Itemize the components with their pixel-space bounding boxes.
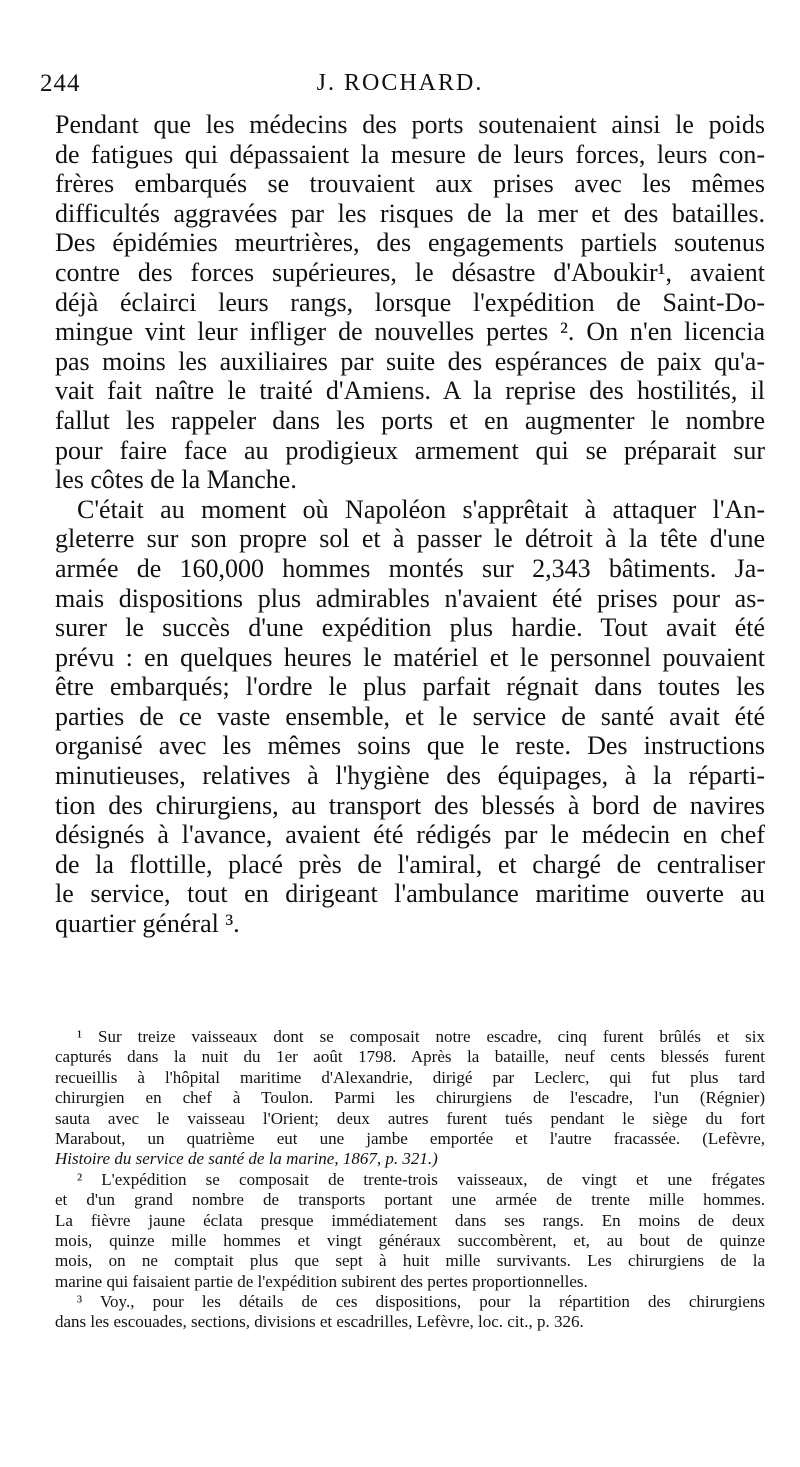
page-header (0, 70, 800, 110)
running-head: J. ROCHARD. (316, 70, 484, 96)
footnote-line: chirurgien en chef à Toulon. Parmi les chirurgiens de l'escadre, l'un (Régnier) (55, 1088, 765, 1108)
text-line: pour faire face au prodigieux armement qui se préparait sur (55, 435, 765, 465)
text-line: de la flottille, placé près de l'amiral, et chargé de centraliser (55, 849, 765, 879)
text-line: déjà éclairci leurs rangs, lorsque l'expédition de Saint-Do- (55, 287, 765, 317)
text-line: pas moins les auxiliaires par suite des espérances de paix qu'a- (55, 346, 765, 376)
footnotes (55, 1027, 765, 1333)
footnote-line: ³ Voy., pour les détails de ces dispositions, pour la répartition des chirurgiens (77, 1292, 765, 1312)
text-line: Des épidémies meurtrières, des engagements partiels soutenus (55, 228, 765, 258)
text-line: fallut les rappeler dans les ports et en augmenter le nombre (55, 405, 765, 435)
text-line: difficultés aggravées par les risques de la mer et des batailles. (55, 198, 765, 228)
text-line: surer le succès d'une expédition plus hardie. Tout avait été (55, 613, 765, 643)
text-line: prévu : en quelques heures le matériel et le personnel pouvaient (55, 642, 765, 672)
text-line: minutieuses, relatives à l'hygiène des équipages, à la réparti- (55, 761, 765, 791)
text-line: armée de 160,000 hommes montés sur 2,343 bâtiments. Ja- (55, 553, 765, 583)
footnote-line: et d'un grand nombre de transports portant une armée de trente mille hommes. (55, 1190, 765, 1210)
footnote-line: sauta avec le vaisseau l'Orient; deux autres furent tués pendant le siège du fort (55, 1108, 765, 1128)
text-line: parties de ce vaste ensemble, et le service de santé avait été (55, 701, 765, 731)
text-line: gleterre sur son propre sol et à passer le détroit à la tête d'une (55, 524, 765, 554)
text-line: mais dispositions plus admirables n'avaient été prises pour as- (55, 583, 765, 613)
footnote-line: La fièvre jaune éclata presque immédiatement dans ses rangs. En moins de deux (55, 1210, 765, 1230)
text-line: C'était au moment où Napoléon s'apprêtait à attaquer l'An- (77, 494, 765, 524)
text-line: être embarqués; l'ordre le plus parfait régnait dans toutes les (55, 672, 765, 702)
text-line: mingue vint leur infliger de nouvelles pertes ². On n'en licencia (55, 317, 765, 347)
text-line: quartier général ³. (55, 909, 240, 939)
footnote-line: Histoire du service de santé de la marine, 1867, p. 321.) (55, 1149, 438, 1169)
text-line: contre des forces supérieures, le désastre d'Aboukir¹, avaient (55, 257, 765, 287)
footnote-line: capturés dans la nuit du 1er août 1798. Après la bataille, neuf cents blessés furent (55, 1047, 765, 1067)
text-line: les côtes de la Manche. (55, 465, 297, 495)
page-number: 244 (40, 70, 81, 97)
footnote-line: ² L'expédition se composait de trente-trois vaisseaux, de vingt et une frégates (77, 1169, 765, 1189)
main-text (55, 110, 765, 939)
text-line: Pendant que les médecins des ports soutenaient ainsi le poids (55, 110, 765, 139)
footnote-line: ¹ Sur treize vaisseaux dont se composait notre escadre, cinq furent brûlés et six (77, 1027, 765, 1046)
text-line: désignés à l'avance, avaient été rédigés par le médecin en chef (55, 820, 765, 850)
text-line: tion des chirurgiens, au transport des blessés à bord de navires (55, 790, 765, 820)
footnote-line: recueillis à l'hôpital maritime d'Alexandrie, dirigé par Leclerc, qui fut plus tard (55, 1067, 765, 1087)
footnote-line: marine qui faisaient partie de l'expédition subirent des pertes proportionnelles. (55, 1271, 588, 1291)
footnote-line: Marabout, un quatrième eut une jambe emportée et l'autre fracassée. (Lefèvre, (55, 1128, 765, 1148)
text-line: de fatigues qui dépassaient la mesure de leurs forces, leurs con- (55, 139, 765, 169)
footnote-line: dans les escouades, sections, divisions et escadrilles, Lefèvre, loc. cit., p. 326. (55, 1312, 584, 1332)
text-line: frères embarqués se trouvaient aux prises avec les mêmes (55, 169, 765, 199)
footnote-line: mois, quinze mille hommes et vingt généraux succombèrent, et, au bout de quinze (55, 1230, 765, 1250)
footnote-line: mois, on ne comptait plus que sept à huit mille survivants. Les chirurgiens de la (55, 1251, 765, 1271)
text-line: le service, tout en dirigeant l'ambulance maritime ouverte au (55, 879, 765, 909)
text-line: vait fait naître le traité d'Amiens. A la reprise des hostilités, il (55, 376, 765, 406)
text-line: organisé avec les mêmes soins que le reste. Des instructions (55, 731, 765, 761)
